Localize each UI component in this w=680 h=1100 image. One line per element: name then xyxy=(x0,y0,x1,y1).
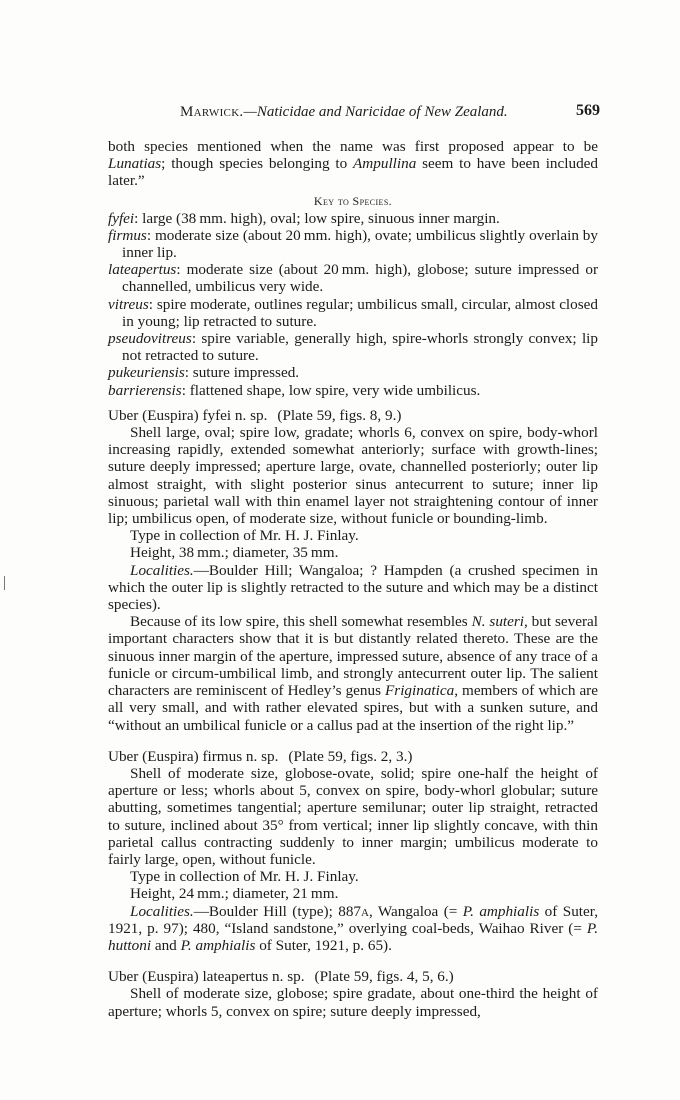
localities-text: , Wangaloa (= xyxy=(368,902,463,920)
type-statement: Type in collection of Mr. H. J. Finlay. xyxy=(130,527,359,545)
intro-text-c: seem to have been included later.” xyxy=(108,155,598,190)
remarks-paragraph xyxy=(108,613,598,733)
localities xyxy=(108,903,598,955)
key-species-text: : spire variable, generally high, spire-whorls strongly convex; lip not retracted to suture. xyxy=(122,330,598,365)
key-entry xyxy=(108,210,598,227)
taxon-name: P. amphialis xyxy=(180,936,256,954)
localities-text: of Suter, 1921, p. 65). xyxy=(255,936,392,954)
remarks-text: Because of its low spire, this shell somewhat resembles xyxy=(130,613,472,631)
dimensions: Height, 38 mm.; diameter, 35 mm. xyxy=(130,544,339,562)
key-entry xyxy=(108,261,598,295)
plate-reference: (Plate 59, figs. 4, 5, 6.) xyxy=(314,968,454,986)
margin-mark xyxy=(4,576,5,590)
species-heading-firmus xyxy=(108,748,598,765)
intro-text-b: ; though species belonging to xyxy=(161,155,354,173)
species-name: Uber (Euspira) lateapertus n. sp. xyxy=(108,968,305,986)
key-title: Key to Species. xyxy=(313,193,393,208)
localities xyxy=(108,562,598,614)
localities-text: —Boulder Hill (type); 887 xyxy=(193,902,362,920)
key-entry xyxy=(108,330,598,364)
localities-text: —Boulder Hill; Wangaloa; ? Hampden (a crushed specimen in which the outer lip is slightly retracted to the suture and which may be a distinct species). xyxy=(108,561,598,614)
key-species-name: vitreus xyxy=(108,295,149,313)
species-key xyxy=(108,210,598,399)
species-heading-lateapertus xyxy=(108,968,598,985)
intro-text-a: both species mentioned when the name was first proposed appear to be xyxy=(108,138,598,155)
running-header xyxy=(180,104,600,126)
key-species-text: : suture impressed. xyxy=(184,364,300,382)
taxon-name: Friginatica xyxy=(385,682,455,700)
remarks-text: , but several important characters show that it is but distantly related thereto. These are the sinuous inner margin of the aperture, impressed suture, absence of any trace of a funicle or circum-umbilical limb, and strongly antecurrent outer lip. The salient characters are reminiscent of Hedley’s genus xyxy=(108,613,598,700)
key-species-text: : flattened shape, low spire, very wide umbilicus. xyxy=(181,381,481,399)
key-species-name: firmus xyxy=(108,226,147,244)
key-species-text: : moderate size (about 20 mm. high), ovate; umbilicus slightly overlain by inner lip. xyxy=(122,226,598,262)
dimensions: Height, 24 mm.; diameter, 21 mm. xyxy=(130,885,339,903)
localities-label: Localities. xyxy=(130,561,194,579)
localities-label: Localities. xyxy=(130,902,194,920)
remarks-text: , members of which are all very small, and with rather elevated spires, but with a sunken suture, and “without an umbilical funicle or a callus pad at the insertion of the right lip.” xyxy=(108,682,598,734)
header-title: —Naticidae and Naricidae of New Zealand. xyxy=(243,104,508,120)
key-species-text: : moderate size (about 20 mm. high), globose; suture impressed or channelled, umbilicus very wide. xyxy=(122,261,598,296)
species-name: Uber (Euspira) fyfei n. sp. xyxy=(108,406,268,424)
localities-text: of Suter, 1921, p. 97); 480, “Island sandstone,” overlying coal-beds, Waihao River (= xyxy=(108,902,598,937)
key-entry xyxy=(108,296,598,330)
taxon-name: P. huttoni xyxy=(108,919,598,954)
key-species-name: barrierensis xyxy=(108,381,182,399)
localities-text: and xyxy=(151,936,181,954)
key-species-name: pukeuriensis xyxy=(108,364,185,382)
key-entry xyxy=(108,382,598,399)
key-entry xyxy=(108,364,598,381)
body-text xyxy=(108,138,598,1020)
key-species-text: : large (38 mm. high), oval; low spire, sinuous inner margin. xyxy=(134,209,500,227)
intro-genus-ampullina: Ampullina xyxy=(353,155,417,173)
taxon-name: N. suteri xyxy=(471,613,524,631)
locality-suffix: a xyxy=(361,902,369,920)
taxon-name: P. amphialis xyxy=(462,902,540,920)
key-species-text: : spire moderate, outlines regular; umbilicus small, circular, almost closed in young; lip retracted to suture. xyxy=(122,295,598,330)
species-description: Shell of moderate size, globose-ovate, solid; spire one-half the height of aperture or less; whorls about 5, convex on spire, body-whorl globular; suture abutting, sometimes tangential; aperture semilunar; outer lip straight, retracted to suture, inclined about 35° from vertical; inner lip slightly concave, with thin parietal callus contracting suddenly to inner margin; umbilicus moderate to fairly large, open, without funicle. xyxy=(108,764,598,868)
plate-reference: (Plate 59, figs. 2, 3.) xyxy=(288,747,413,765)
page-number: 569 xyxy=(576,102,600,119)
intro-paragraph xyxy=(108,138,598,190)
intro-genus-lunatias: Lunatias xyxy=(108,155,162,173)
type-statement: Type in collection of Mr. H. J. Finlay. xyxy=(130,868,359,886)
species-description: Shell of moderate size, globose; spire gradate, about one-third the height of aperture; whorls 5, convex on spire; suture deeply impressed, xyxy=(108,985,598,1020)
species-name: Uber (Euspira) firmus n. sp. xyxy=(108,747,279,765)
header-author: Marwick. xyxy=(180,104,244,120)
key-species-name: fyfei xyxy=(108,209,135,227)
running-title xyxy=(180,104,508,121)
key-species-name: pseudovitreus xyxy=(108,330,192,348)
species-description: Shell large, oval; spire low, gradate; whorls 6, convex on spire, body-whorl increasing rapidly, extended somewhat anteriorly; surface with growth-lines; suture deeply impressed; aperture large, ovate, channelled posteriorly; outer lip almost straight, with slight posterior sinus antecurrent to suture; inner lip sinuous; parietal wall with thin enamel layer not straightening contour of inner lip; umbilicus open, of moderate size, without funicle or bounding-limb. xyxy=(108,424,598,528)
plate-reference: (Plate 59, figs. 8, 9.) xyxy=(277,406,402,424)
key-species-name: lateapertus xyxy=(108,261,177,279)
species-heading-fyfei xyxy=(108,407,598,424)
key-entry xyxy=(108,227,598,261)
